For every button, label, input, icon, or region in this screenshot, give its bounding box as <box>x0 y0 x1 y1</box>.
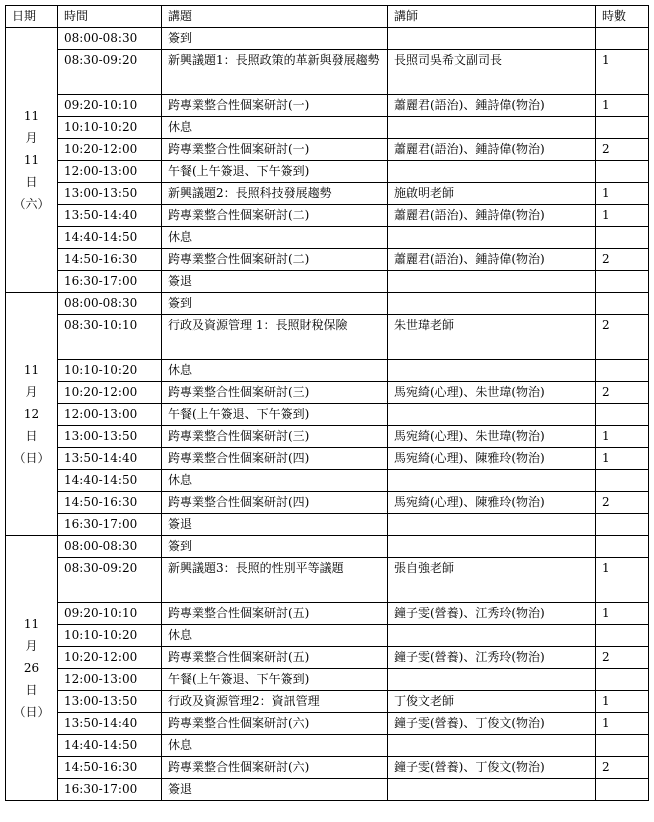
lecturer-cell: 馬宛綺(心理)、朱世瑋(物治) <box>388 382 596 404</box>
schedule-table <box>5 5 649 801</box>
table-row <box>6 735 649 757</box>
schedule-body <box>6 28 649 801</box>
time-cell: 14:50-16:30 <box>58 757 162 779</box>
time-cell: 14:50-16:30 <box>58 249 162 271</box>
topic-cell: 簽到 <box>162 293 388 315</box>
date-line: 日 <box>25 429 38 443</box>
table-row <box>6 382 649 404</box>
table-row <box>6 426 649 448</box>
date-line: 26 <box>23 661 40 675</box>
date-line: 日 <box>25 175 38 189</box>
lecturer-cell <box>388 28 596 50</box>
time-cell: 10:10-10:20 <box>58 625 162 647</box>
topic-cell: 休息 <box>162 735 388 757</box>
hours-cell <box>596 293 649 315</box>
date-line: （六） <box>13 197 50 211</box>
lecturer-cell <box>388 293 596 315</box>
lecturer-cell <box>388 117 596 139</box>
time-cell: 14:40-14:50 <box>58 227 162 249</box>
hours-cell <box>596 536 649 558</box>
date-line: 月 <box>25 385 38 399</box>
time-cell: 13:00-13:50 <box>58 426 162 448</box>
table-row <box>6 492 649 514</box>
header-hours: 時數 <box>596 6 649 28</box>
lecturer-cell: 鐘子雯(營養)、丁俊文(物治) <box>388 757 596 779</box>
topic-cell: 休息 <box>162 625 388 647</box>
hours-cell <box>596 404 649 426</box>
date-line: （日） <box>13 705 50 719</box>
time-cell: 10:20-12:00 <box>58 647 162 669</box>
lecturer-cell <box>388 669 596 691</box>
table-row <box>6 95 649 117</box>
table-row <box>6 139 649 161</box>
hours-cell <box>596 470 649 492</box>
hours-cell <box>596 625 649 647</box>
lecturer-cell <box>388 536 596 558</box>
topic-cell: 跨專業整合性個案研討(一) <box>162 139 388 161</box>
lecturer-cell: 馬宛綺(心理)、陳雅玲(物治) <box>388 492 596 514</box>
hours-cell <box>596 28 649 50</box>
table-row <box>6 50 649 95</box>
topic-cell: 行政及資源管理 1：長照財稅保險 <box>162 315 388 360</box>
hours-cell: 1 <box>596 558 649 603</box>
lecturer-cell: 鐘子雯(營養)、丁俊文(物治) <box>388 713 596 735</box>
date-line: 月 <box>25 639 38 653</box>
time-cell: 09:20-10:10 <box>58 95 162 117</box>
hours-cell: 2 <box>596 315 649 360</box>
time-cell: 13:50-14:40 <box>58 448 162 470</box>
time-cell: 16:30-17:00 <box>58 271 162 293</box>
table-row <box>6 227 649 249</box>
lecturer-cell: 施啟明老師 <box>388 183 596 205</box>
lecturer-cell: 馬宛綺(心理)、陳雅玲(物治) <box>388 448 596 470</box>
time-cell: 13:00-13:50 <box>58 183 162 205</box>
lecturer-cell <box>388 404 596 426</box>
time-cell: 08:30-09:20 <box>58 50 162 95</box>
topic-cell: 午餐(上午簽退、下午簽到) <box>162 161 388 183</box>
lecturer-cell <box>388 779 596 801</box>
time-cell: 12:00-13:00 <box>58 161 162 183</box>
time-cell: 09:20-10:10 <box>58 603 162 625</box>
topic-cell: 簽退 <box>162 271 388 293</box>
hours-cell: 2 <box>596 139 649 161</box>
hours-cell: 1 <box>596 603 649 625</box>
time-cell: 08:00-08:30 <box>58 293 162 315</box>
topic-cell: 跨專業整合性個案研討(一) <box>162 95 388 117</box>
topic-cell: 午餐(上午簽退、下午簽到) <box>162 669 388 691</box>
hours-cell <box>596 161 649 183</box>
table-row <box>6 691 649 713</box>
date-line: 月 <box>25 131 38 145</box>
hours-cell <box>596 227 649 249</box>
time-cell: 13:50-14:40 <box>58 205 162 227</box>
topic-cell: 行政及資源管理2：資訊管理 <box>162 691 388 713</box>
time-cell: 14:40-14:50 <box>58 735 162 757</box>
topic-cell: 午餐(上午簽退、下午簽到) <box>162 404 388 426</box>
hours-cell: 1 <box>596 426 649 448</box>
table-row <box>6 404 649 426</box>
topic-cell: 休息 <box>162 360 388 382</box>
table-row <box>6 625 649 647</box>
table-row <box>6 28 649 50</box>
time-cell: 16:30-17:00 <box>58 514 162 536</box>
time-cell: 16:30-17:00 <box>58 779 162 801</box>
lecturer-cell: 丁俊文老師 <box>388 691 596 713</box>
lecturer-cell: 馬宛綺(心理)、朱世瑋(物治) <box>388 426 596 448</box>
time-cell: 10:10-10:20 <box>58 117 162 139</box>
table-row <box>6 315 649 360</box>
table-row <box>6 757 649 779</box>
header-topic: 講題 <box>162 6 388 28</box>
topic-cell: 新興議題3：長照的性別平等議題 <box>162 558 388 603</box>
table-row <box>6 117 649 139</box>
time-cell: 10:20-12:00 <box>58 139 162 161</box>
topic-cell: 簽退 <box>162 779 388 801</box>
lecturer-cell <box>388 514 596 536</box>
topic-cell: 簽到 <box>162 536 388 558</box>
hours-cell: 1 <box>596 713 649 735</box>
hours-cell <box>596 669 649 691</box>
topic-cell: 跨專業整合性個案研討(五) <box>162 647 388 669</box>
hours-cell <box>596 271 649 293</box>
table-row <box>6 470 649 492</box>
topic-cell: 休息 <box>162 227 388 249</box>
topic-cell: 跨專業整合性個案研討(三) <box>162 382 388 404</box>
time-cell: 13:00-13:50 <box>58 691 162 713</box>
lecturer-cell: 蕭麗君(語治)、鍾詩偉(物治) <box>388 139 596 161</box>
hours-cell <box>596 117 649 139</box>
hours-cell: 1 <box>596 183 649 205</box>
lecturer-cell <box>388 161 596 183</box>
time-cell: 12:00-13:00 <box>58 669 162 691</box>
time-cell: 08:30-10:10 <box>58 315 162 360</box>
hours-cell: 1 <box>596 448 649 470</box>
lecturer-cell: 長照司吳希文副司長 <box>388 50 596 95</box>
table-row <box>6 647 649 669</box>
header-time: 時間 <box>58 6 162 28</box>
table-row <box>6 161 649 183</box>
time-cell: 08:00-08:30 <box>58 28 162 50</box>
date-line: 12 <box>23 407 40 421</box>
table-row <box>6 669 649 691</box>
hours-cell <box>596 360 649 382</box>
hours-cell: 2 <box>596 382 649 404</box>
lecturer-cell: 朱世瑋老師 <box>388 315 596 360</box>
topic-cell: 跨專業整合性個案研討(三) <box>162 426 388 448</box>
hours-cell <box>596 779 649 801</box>
topic-cell: 休息 <box>162 470 388 492</box>
lecturer-cell: 蕭麗君(語治)、鍾詩偉(物治) <box>388 95 596 117</box>
table-row <box>6 779 649 801</box>
topic-cell: 新興議題2：長照科技發展趨勢 <box>162 183 388 205</box>
date-line: 11 <box>23 617 40 631</box>
hours-cell: 2 <box>596 249 649 271</box>
table-row <box>6 713 649 735</box>
lecturer-cell <box>388 360 596 382</box>
lecturer-cell <box>388 470 596 492</box>
time-cell: 14:40-14:50 <box>58 470 162 492</box>
table-row <box>6 205 649 227</box>
hours-cell: 1 <box>596 205 649 227</box>
hours-cell: 2 <box>596 492 649 514</box>
hours-cell: 2 <box>596 647 649 669</box>
lecturer-cell: 鐘子雯(營養)、江秀玲(物治) <box>388 603 596 625</box>
header-row <box>6 6 649 28</box>
table-row <box>6 271 649 293</box>
date-cell <box>6 536 58 801</box>
lecturer-cell <box>388 735 596 757</box>
topic-cell: 新興議題1：長照政策的革新與發展趨勢 <box>162 50 388 95</box>
date-line: 11 <box>23 109 40 123</box>
topic-cell: 跨專業整合性個案研討(六) <box>162 757 388 779</box>
topic-cell: 跨專業整合性個案研討(四) <box>162 448 388 470</box>
topic-cell: 簽退 <box>162 514 388 536</box>
lecturer-cell: 蕭麗君(語治)、鍾詩偉(物治) <box>388 205 596 227</box>
topic-cell: 休息 <box>162 117 388 139</box>
table-row <box>6 536 649 558</box>
topic-cell: 跨專業整合性個案研討(二) <box>162 249 388 271</box>
header-lecturer: 講師 <box>388 6 596 28</box>
date-line: 11 <box>23 363 40 377</box>
table-row <box>6 293 649 315</box>
time-cell: 10:10-10:20 <box>58 360 162 382</box>
topic-cell: 跨專業整合性個案研討(二) <box>162 205 388 227</box>
lecturer-cell <box>388 625 596 647</box>
table-row <box>6 360 649 382</box>
time-cell: 10:20-12:00 <box>58 382 162 404</box>
topic-cell: 簽到 <box>162 28 388 50</box>
time-cell: 08:00-08:30 <box>58 536 162 558</box>
table-row <box>6 558 649 603</box>
header-date: 日期 <box>6 6 58 28</box>
lecturer-cell <box>388 271 596 293</box>
hours-cell <box>596 514 649 536</box>
lecturer-cell: 蕭麗君(語治)、鍾詩偉(物治) <box>388 249 596 271</box>
hours-cell: 1 <box>596 50 649 95</box>
lecturer-cell: 鐘子雯(營養)、江秀玲(物治) <box>388 647 596 669</box>
hours-cell: 2 <box>596 757 649 779</box>
schedule-document <box>5 5 649 801</box>
topic-cell: 跨專業整合性個案研討(四) <box>162 492 388 514</box>
hours-cell <box>596 735 649 757</box>
time-cell: 13:50-14:40 <box>58 713 162 735</box>
date-line: （日） <box>13 451 50 465</box>
date-cell <box>6 28 58 293</box>
time-cell: 14:50-16:30 <box>58 492 162 514</box>
hours-cell: 1 <box>596 95 649 117</box>
date-line: 11 <box>23 153 40 167</box>
lecturer-cell <box>388 227 596 249</box>
lecturer-cell: 張自強老師 <box>388 558 596 603</box>
topic-cell: 跨專業整合性個案研討(六) <box>162 713 388 735</box>
date-cell <box>6 293 58 536</box>
table-row <box>6 514 649 536</box>
topic-cell: 跨專業整合性個案研討(五) <box>162 603 388 625</box>
time-cell: 08:30-09:20 <box>58 558 162 603</box>
table-row <box>6 448 649 470</box>
date-line: 日 <box>25 683 38 697</box>
table-row <box>6 603 649 625</box>
table-row <box>6 249 649 271</box>
hours-cell: 1 <box>596 691 649 713</box>
table-row <box>6 183 649 205</box>
time-cell: 12:00-13:00 <box>58 404 162 426</box>
